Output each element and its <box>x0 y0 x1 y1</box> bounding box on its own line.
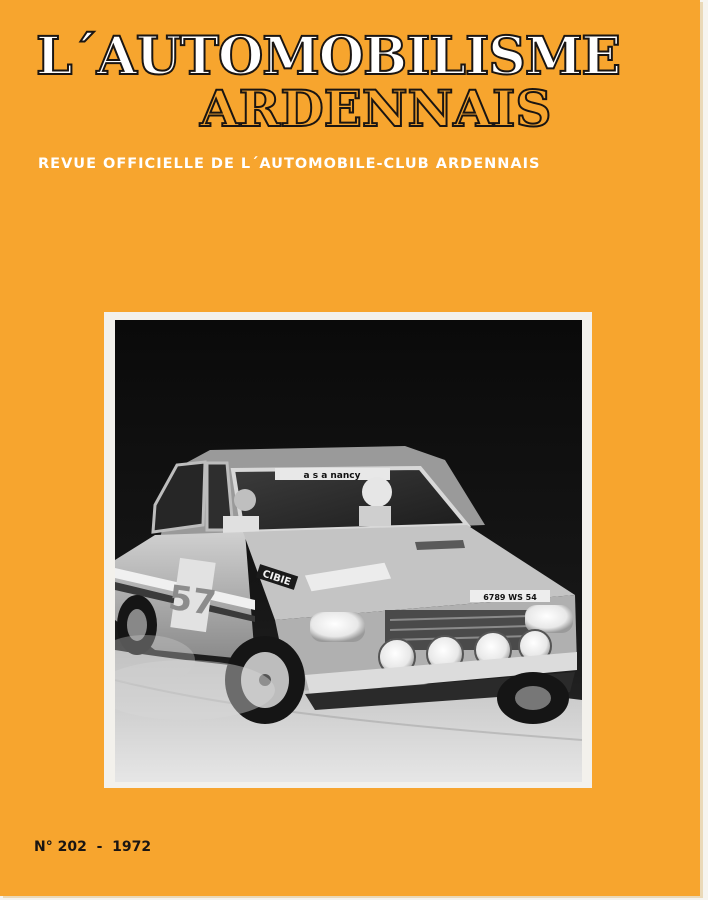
license-plate: 6789 WS 54 <box>483 593 537 602</box>
side-sticker: CIBIE <box>260 568 293 589</box>
masthead-title-line1: L´AUTOMOBILISME <box>36 26 621 87</box>
cover-photo-frame <box>104 312 592 788</box>
cover-photo <box>115 320 582 782</box>
masthead-subtitle: REVUE OFFICIELLE DE L´AUTOMOBILE-CLUB ARDENNAIS <box>38 156 541 172</box>
headlight-left <box>310 612 365 642</box>
rally-car-photo <box>115 320 582 782</box>
front-right-wheel <box>497 672 569 724</box>
headlight-right <box>525 605 573 633</box>
race-number: 57 <box>165 577 219 625</box>
issue-number: N° 202 - 1972 <box>34 839 152 855</box>
driver-helmet <box>362 477 392 507</box>
masthead-title-line2: ARDENNAIS <box>200 79 552 138</box>
windshield-banner: a s a nancy <box>303 471 361 481</box>
